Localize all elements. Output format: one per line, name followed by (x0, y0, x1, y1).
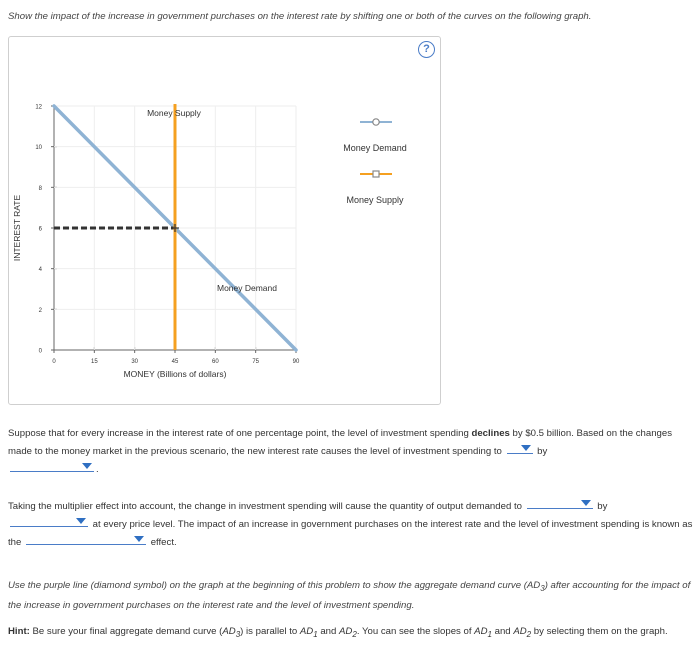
hint-label: Hint: (8, 626, 30, 637)
x-tick-label: 0 (52, 359, 56, 365)
y-tick-label: 2 (38, 307, 42, 314)
hint-sub3: 3 (235, 629, 241, 639)
p3-ad3: AD (526, 580, 541, 591)
hint-text-f: by selecting them on the graph. (533, 626, 668, 637)
square-symbol-icon (373, 171, 379, 177)
output-direction-dropdown[interactable] (527, 497, 593, 509)
hint-sub1-b: 1 (487, 629, 492, 639)
help-icon[interactable]: ? (418, 41, 435, 58)
x-tick-label: 90 (292, 359, 300, 365)
y-tick-label: 4 (38, 267, 42, 274)
hint-text-d: . You can see the slopes of (356, 626, 472, 637)
hint-sub1: 1 (313, 629, 318, 639)
investment-direction-dropdown[interactable] (507, 442, 533, 454)
y-tick-label: 6 (38, 226, 42, 233)
legend-money-supply-label: Money Supply (346, 195, 404, 205)
p1-text-c: by (537, 446, 548, 457)
money-demand-curve-label: Money Demand (216, 283, 278, 293)
p3-text-a: Use the purple line (diamond symbol) on the graph at the beginning of this problem to show the aggregate demand curve ( (8, 580, 527, 591)
hint-paragraph (8, 623, 696, 643)
investment-amount-dropdown[interactable] (10, 460, 94, 472)
chevron-down-icon (581, 500, 591, 506)
p2-text-c: at every price level. The impact of an increase in government purchases on the interest rate and the level of investment spending is known as the (8, 519, 693, 548)
x-tick-label: 30 (131, 359, 139, 365)
hint-ad-c: AD (339, 626, 353, 637)
legend-money-supply-tool[interactable] (360, 171, 392, 177)
p2-text-b: by (597, 501, 608, 512)
instruction-text: Show the impact of the increase in government purchases on the interest rate by shifting one or both of the curves on the following graph. (8, 11, 592, 22)
hint-sub2: 2 (352, 629, 357, 639)
x-tick-label: 45 (171, 359, 179, 365)
hint-sub2-b: 2 (526, 629, 532, 639)
y-axis-label: INTEREST RATE (12, 194, 22, 262)
y-tick-label: 12 (35, 104, 42, 111)
legend-money-demand-tool[interactable] (360, 119, 392, 125)
circle-symbol-icon (373, 119, 379, 125)
y-tick-label: 10 (35, 145, 42, 152)
effect-name-dropdown[interactable] (26, 533, 146, 545)
hint-ad-b: AD (299, 626, 314, 637)
x-tick-label: 60 (211, 359, 219, 365)
hint-text-e: and (494, 626, 511, 637)
p1-text-b: by $0.5 billion. Based on the changes made to the money market in the previous scenario, the new interest rate causes the level of investment spending to (8, 428, 673, 457)
x-tick-label: 75 (252, 359, 260, 365)
p3-text-b: ) after accounting for the impact of the increase in government purchases on the interest rate and the level of investment spending. (8, 580, 691, 611)
chevron-down-icon (521, 445, 531, 451)
chevron-down-icon (76, 518, 86, 524)
y-tick-label: 8 (38, 185, 42, 192)
question-paragraph-1 (8, 425, 696, 478)
chevron-down-icon (82, 463, 92, 469)
chevron-down-icon (134, 536, 144, 542)
question-paragraph-2 (8, 497, 698, 551)
p2-text-a: Taking the multiplier effect into account, the change in investment spending will cause the quantity of output demanded to (8, 501, 522, 512)
x-axis-label: MONEY (Billions of dollars) (123, 369, 227, 379)
p1-text-a: Suppose that for every increase in the interest rate of one percentage point, the level of investment spending (8, 428, 469, 439)
p1-bold: declines (471, 428, 510, 439)
legend-money-demand-label: Money Demand (343, 143, 407, 153)
p2-text-d: effect. (150, 537, 177, 548)
p3-ad3-sub: 3 (540, 583, 545, 593)
y-tick-label: 0 (38, 348, 42, 355)
hint-text-c: and (320, 626, 337, 637)
hint-ad-a: AD (222, 626, 236, 637)
hint-text-a: Be sure your final aggregate demand curve ( (32, 626, 223, 637)
hint-ad-d: AD (474, 626, 488, 637)
output-amount-dropdown[interactable] (10, 515, 88, 527)
question-paragraph-3 (8, 577, 696, 614)
p1-text-d: . (96, 464, 99, 475)
x-tick-label: 15 (90, 359, 98, 365)
hint-text-b: ) is parallel to (240, 626, 298, 637)
hint-ad-e: AD (513, 626, 527, 637)
money-supply-curve-label: Money Supply (147, 108, 201, 118)
